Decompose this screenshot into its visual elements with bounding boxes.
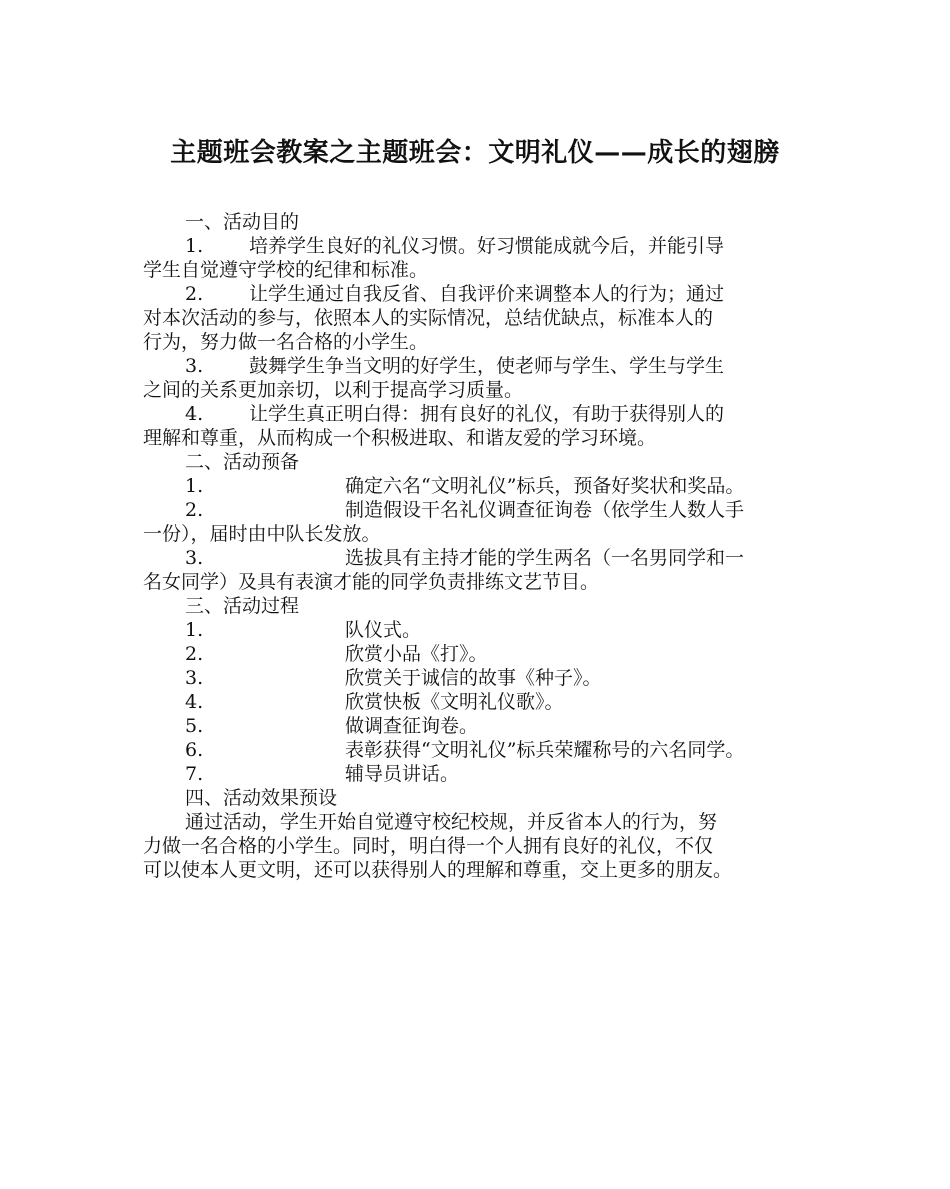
- item-number: 4.: [185, 403, 204, 425]
- item-number: 2.: [185, 283, 204, 305]
- item-text: 欣赏小品《打》。: [345, 643, 488, 665]
- purpose-item-1: [143, 234, 811, 258]
- process-item-5: [143, 714, 811, 738]
- section-heading-expected-effect: 四、活动效果预设: [185, 787, 338, 809]
- effect-paragraph-line: 通过活动，学生开始自觉遵守校纪校规，并反省本人的行为，努: [185, 811, 718, 833]
- prep-item-3-cont: 名女同学）及具有表演才能的同学负责排练文艺节目。: [143, 571, 600, 593]
- process-item-4: [143, 690, 811, 714]
- prep-item-3: [143, 546, 811, 570]
- process-item-6: [143, 738, 811, 762]
- item-text: 辅导员讲话。: [345, 763, 460, 785]
- purpose-item-1-cont: 学生自觉遵守学校的纪律和标准。: [143, 259, 429, 281]
- item-number: 6.: [185, 739, 204, 761]
- purpose-item-2-cont: 对本次活动的参与，依照本人的实际情况，总结优缺点，标准本人的: [143, 307, 714, 329]
- item-text: 欣赏关于诚信的故事《种子》。: [345, 667, 602, 689]
- item-text: 队仪式。: [345, 619, 422, 641]
- item-number: 7.: [185, 763, 204, 785]
- item-text: 选拔具有主持才能的学生两名（一名男同学和一: [345, 547, 745, 569]
- item-number: 3.: [185, 547, 204, 569]
- prep-item-2: [143, 498, 811, 522]
- item-text: 让学生通过自我反省、自我评价来调整本人的行为；通过: [249, 283, 725, 305]
- purpose-item-4-cont: 理解和尊重，从而构成一个积极进取、和谐友爱的学习环境。: [143, 427, 657, 449]
- process-item-2: [143, 642, 811, 666]
- item-text: 培养学生良好的礼仪习惯。好习惯能成就今后，并能引导: [249, 235, 725, 257]
- item-number: 1.: [185, 619, 204, 641]
- prep-item-1: [143, 474, 811, 498]
- effect-paragraph-line: 可以使本人更文明，还可以获得别人的理解和尊重，交上更多的朋友。: [143, 859, 733, 881]
- document-body: [143, 210, 811, 882]
- process-item-1: [143, 618, 811, 642]
- item-number: 2.: [185, 643, 204, 665]
- item-number: 4.: [185, 691, 204, 713]
- prep-item-2-cont: 一份），届时由中队长发放。: [143, 523, 381, 545]
- purpose-item-2: [143, 282, 811, 306]
- process-item-3: [143, 666, 811, 690]
- item-number: 5.: [185, 715, 204, 737]
- item-number: 1.: [185, 235, 204, 257]
- item-number: 2.: [185, 499, 204, 521]
- item-number: 3.: [185, 667, 204, 689]
- purpose-item-3: [143, 354, 811, 378]
- purpose-item-4: [143, 402, 811, 426]
- item-number: 3.: [185, 355, 204, 377]
- item-text: 欣赏快板《文明礼仪歌》。: [345, 691, 564, 713]
- effect-paragraph-line: 力做一名合格的小学生。同时，明白得一个人拥有良好的礼仪，不仅: [143, 835, 714, 857]
- section-heading-preparation: 二、活动预备: [185, 451, 300, 473]
- item-text: 让学生真正明白得：拥有良好的礼仪，有助于获得别人的: [249, 403, 725, 425]
- item-number: 1.: [185, 475, 204, 497]
- section-heading-process: 三、活动过程: [185, 595, 300, 617]
- item-text: 表彰获得“文明礼仪”标兵荣耀称号的六名同学。: [345, 739, 745, 761]
- item-text: 制造假设干名礼仪调查征询卷（依学生人数人手: [345, 499, 745, 521]
- item-text: 鼓舞学生争当文明的好学生，使老师与学生、学生与学生: [249, 355, 725, 377]
- item-text: 做调查征询卷。: [345, 715, 479, 737]
- document-title: 主题班会教案之主题班会：文明礼仪——成长的翅膀: [170, 138, 780, 168]
- process-item-7: [143, 762, 811, 786]
- purpose-item-2-cont: 行为，努力做一名合格的小学生。: [143, 331, 429, 353]
- purpose-item-3-cont: 之间的关系更加亲切，以利于提高学习质量。: [143, 379, 524, 401]
- item-text: 确定六名“文明礼仪”标兵，预备好奖状和奖品。: [345, 475, 745, 497]
- section-heading-purpose: 一、活动目的: [185, 211, 300, 233]
